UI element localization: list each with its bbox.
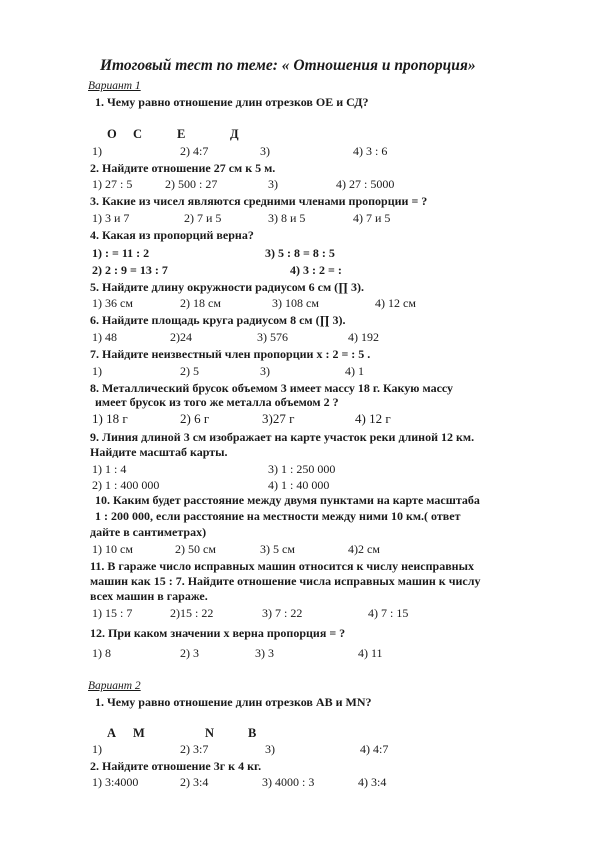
v1-q1-option: 2) 4:7	[180, 144, 209, 158]
v1-q9-option: 2) 1 : 400 000	[92, 478, 160, 492]
v1-q1-point: С	[133, 127, 143, 141]
v1-q4-option: 3) 5 : 8 = 8 : 5	[265, 246, 335, 260]
v1-q9-text-line-2: Найдите масштаб карты.	[90, 445, 228, 459]
v1-q6-text: 6. Найдите площадь круга радиусом 8 см (∏ 3).	[90, 313, 346, 327]
v1-q3-option: 3) 8 и 5	[268, 211, 306, 225]
document-title: Итоговый тест по теме: « Отношения и пропорция»	[100, 57, 476, 74]
v1-q12-option: 2) 3	[180, 646, 199, 660]
v1-q8-option: 2) 6 г	[180, 411, 210, 426]
v2-q1-option: 4) 4:7	[360, 742, 389, 756]
v2-q2-text: 2. Найдите отношение 3г к 4 кг.	[90, 759, 262, 773]
v1-q10-text-line-2: 1 : 200 000, если расстояние на местности между ними 10 км.( ответ	[95, 509, 461, 523]
v1-q2-option: 3)	[268, 177, 278, 191]
v1-q12-text: 12. При каком значении x верна пропорция = ?	[90, 626, 346, 640]
v1-q11-option: 1) 15 : 7	[92, 606, 133, 620]
v1-q3-option: 2) 7 и 5	[184, 211, 222, 225]
v1-q1-option: 1)	[92, 144, 102, 158]
v1-q11-text-line-1: 11. В гараже число исправных машин относится к числу неисправных	[90, 559, 474, 573]
v1-q5-option: 3) 108 см	[272, 296, 319, 310]
v2-q2-option: 2) 3:4	[180, 775, 209, 789]
v1-q11-text-line-2: машин как 15 : 7. Найдите отношение числа исправных машин к числу	[90, 574, 481, 588]
v1-q8-option: 1) 18 г	[92, 411, 128, 426]
v1-q12-option: 1) 8	[92, 646, 111, 660]
v1-q7-option: 2) 5	[180, 364, 199, 378]
v1-q3-text: 3. Какие из чисел являются средними членами пропорции = ?	[90, 194, 428, 208]
v1-q4-option: 1) : = 11 : 2	[92, 246, 150, 260]
v1-q7-option: 4) 1	[345, 364, 364, 378]
v1-q9-text-line-1: 9. Линия длиной 3 см изображает на карте участок реки длиной 12 км.	[90, 430, 475, 444]
v1-q6-option: 4) 192	[348, 330, 379, 344]
v1-q10-option: 3) 5 см	[260, 542, 295, 556]
v2-q1-option: 3)	[265, 742, 275, 756]
v1-q4-option: 4) 3 : 2 = :	[290, 263, 342, 277]
v1-q11-text-line-3: всех машин в гараже.	[90, 589, 208, 603]
v1-q11-option: 3) 7 : 22	[262, 606, 303, 620]
v1-q9-option: 3) 1 : 250 000	[268, 462, 336, 476]
v2-q1-option: 2) 3:7	[180, 742, 209, 756]
v1-q1-option: 4) 3 : 6	[353, 144, 388, 158]
v1-q10-option: 2) 50 см	[175, 542, 216, 556]
v1-q1-option: 3)	[260, 144, 270, 158]
v1-q6-option: 1) 48	[92, 330, 117, 344]
v1-q1-point: Е	[177, 127, 186, 141]
v2-q1-point: N	[205, 726, 215, 740]
v1-q6-option: 2)24	[170, 330, 192, 344]
v1-q2-option: 4) 27 : 5000	[336, 177, 395, 191]
v1-q1-point: Д	[230, 127, 239, 141]
v1-q10-text-line-1: 10. Каким будет расстояние между двумя пунктами на карте масштаба	[95, 493, 480, 507]
v1-q3-option: 4) 7 и 5	[353, 211, 391, 225]
v1-q3-option: 1) 3 и 7	[92, 211, 130, 225]
v1-q8-option: 4) 12 г	[355, 411, 391, 426]
v1-q2-option: 1) 27 : 5	[92, 177, 133, 191]
v1-q4-text: 4. Какая из пропорций верна?	[90, 228, 254, 242]
variant-2-label: Вариант 2	[88, 680, 141, 692]
v1-q9-option: 1) 1 : 4	[92, 462, 127, 476]
v1-q4-option: 2) 2 : 9 = 13 : 7	[92, 263, 168, 277]
v2-q1-point: M	[133, 726, 145, 740]
v1-q5-option: 4) 12 см	[375, 296, 416, 310]
v2-q1-text: 1. Чему равно отношение длин отрезков AB и MN?	[95, 695, 372, 709]
v2-q2-option: 4) 3:4	[358, 775, 387, 789]
v2-q2-option: 3) 4000 : 3	[262, 775, 315, 789]
v1-q12-option: 4) 11	[358, 646, 383, 660]
v1-q5-text: 5. Найдите длину окружности радиусом 6 см (∏ 3).	[90, 280, 365, 294]
v1-q8-option: 3)27 г	[262, 411, 295, 426]
v1-q7-option: 1)	[92, 364, 102, 378]
variant-1-label: Вариант 1	[88, 80, 141, 92]
v2-q1-point: B	[248, 726, 257, 740]
v1-q6-option: 3) 576	[257, 330, 288, 344]
v1-q5-option: 2) 18 см	[180, 296, 221, 310]
v1-q10-option: 4)2 см	[348, 542, 380, 556]
v1-q10-option: 1) 10 см	[92, 542, 133, 556]
v1-q1-point: О	[107, 127, 117, 141]
v1-q7-text: 7. Найдите неизвестный член пропорции x : 2 = : 5 .	[90, 347, 371, 361]
v2-q1-option: 1)	[92, 742, 102, 756]
v1-q11-option: 2)15 : 22	[170, 606, 214, 620]
v1-q5-option: 1) 36 см	[92, 296, 133, 310]
v2-q2-option: 1) 3:4000	[92, 775, 139, 789]
v1-q10-text-line-3: дайте в сантиметрах)	[90, 525, 207, 539]
v1-q8-text-line-1: 8. Металлический брусок объемом 3 имеет массу 18 г. Какую массу	[90, 381, 454, 395]
v1-q12-option: 3) 3	[255, 646, 274, 660]
v1-q2-text: 2. Найдите отношение 27 см к 5 м.	[90, 161, 276, 175]
v1-q11-option: 4) 7 : 15	[368, 606, 409, 620]
v1-q8-text-line-2: имеет брусок из того же металла объемом 2 ?	[95, 395, 339, 409]
v1-q1-text: 1. Чему равно отношение длин отрезков OE и СД?	[95, 95, 369, 109]
v2-q1-point: A	[107, 726, 117, 740]
v1-q7-option: 3)	[260, 364, 270, 378]
v1-q2-option: 2) 500 : 27	[165, 177, 218, 191]
v1-q9-option: 4) 1 : 40 000	[268, 478, 330, 492]
